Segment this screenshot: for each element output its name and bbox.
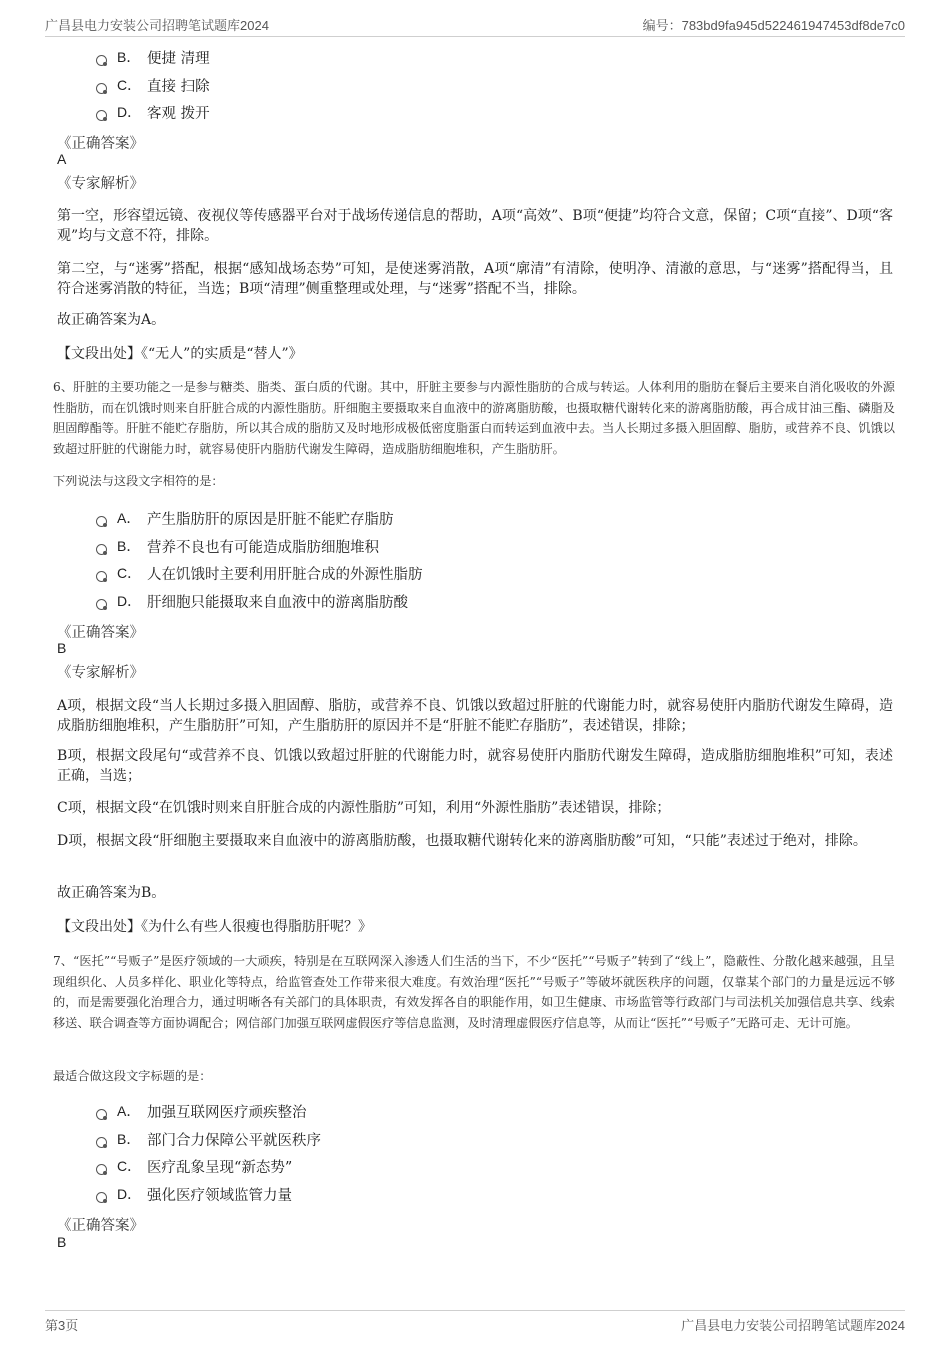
q7-option-d[interactable] [96, 1183, 292, 1205]
option-letter: B． [117, 1131, 141, 1147]
q5-analysis-label: 《专家解析》 [57, 176, 144, 192]
radio-icon[interactable] [96, 544, 107, 555]
q5-answer: A [57, 151, 67, 167]
q5-source: 【文段出处】《“无人”的实质是“替人”》 [57, 346, 303, 362]
radio-icon[interactable] [96, 1109, 107, 1120]
option-letter: A． [117, 1103, 141, 1119]
option-text: 强化医疗领域监管力量 [147, 1187, 292, 1204]
radio-icon[interactable] [96, 571, 107, 582]
option-letter: B． [117, 538, 141, 554]
q6-option-d[interactable] [96, 590, 408, 612]
q6-option-b[interactable] [96, 535, 379, 557]
option-text: 人在饥饿时主要利用肝脏合成的外源性脂肪 [147, 566, 423, 583]
q5-option-b[interactable] [96, 46, 210, 68]
radio-icon[interactable] [96, 599, 107, 610]
radio-icon[interactable] [96, 110, 107, 121]
option-letter: C． [117, 565, 142, 581]
q6-passage: 6、肝脏的主要功能之一是参与糖类、脂类、蛋白质的代谢。其中，肝脏主要参与内源性脂肪的合成与转运。人体利用的脂肪在餐后主要来自消化吸收的外源性脂肪，而在饥饿时则来自肝脏合成的内源性脂肪。肝细胞主要摄取来自血液中的游离脂肪酸，也摄取糖代谢转化来的游离脂肪酸，再合成甘油三酯、磷脂及胆固醇酯等。肝脏不能贮存脂肪，所以其合成的脂肪又及时地形成极低密度脂蛋白而转运到血液中去。当人长期过多摄入胆固醇、脂肪，或营养不良、饥饿以致超过肝脏的代谢能力时，就容易使肝内脂肪代谢发生障碍，造成脂肪细胞堆积，产生脂肪肝。 [53, 380, 895, 456]
page-number: 第3页 [45, 1317, 79, 1333]
q7-answer: B [57, 1234, 67, 1250]
option-text: 加强互联网医疗顽疾整治 [147, 1104, 307, 1121]
q6-stem: 下列说法与这段文字相符的是： [53, 474, 224, 488]
q6-analysis-paragraph: B项，根据文段尾句“或营养不良、饥饿以致超过肝脏的代谢能力时，就容易使肝内脂肪代谢发生障碍，造成脂肪细胞堆积”可知，表述正确，当选； [57, 748, 893, 784]
q6-source: 【文段出处】《为什么有些人很瘦也得脂肪肝呢？》 [57, 919, 372, 935]
footer-title: 广昌县电力安装公司招聘笔试题库2024 [681, 1317, 905, 1333]
q6-option-c[interactable] [96, 562, 423, 584]
q7-option-a[interactable] [96, 1100, 307, 1122]
q5-analysis-conclusion: 故正确答案为A。 [57, 312, 166, 328]
q5-analysis-paragraph: 第一空，形容望远镜、夜视仪等传感器平台对于战场传递信息的帮助，A项“高效”、B项“便捷”均符合文意，保留；C项“直接”、D项“客观”均与文意不符，排除。 [57, 208, 893, 244]
option-text: 产生脂肪肝的原因是肝脏不能贮存脂肪 [147, 511, 394, 528]
page-header [45, 14, 905, 37]
radio-icon[interactable] [96, 55, 107, 66]
q7-option-c[interactable] [96, 1155, 292, 1177]
q6-analysis-paragraph: D项，根据文段“肝细胞主要摄取来自血液中的游离脂肪酸，也摄取糖代谢转化来的游离脂肪酸”可知，“只能”表述过于绝对，排除。 [57, 833, 867, 849]
q5-analysis-paragraph: 第二空，与“迷雾”搭配，根据“感知战场态势”可知，是使迷雾消散，A项“廓清”有清除，使明净、清澈的意思，与“迷雾”搭配得当，且符合迷雾消散的特征，当选；B项“清理”侧重整理或处理，与“迷雾”搭配不当，排除。 [57, 261, 893, 297]
document-id: 编号：783bd9fa945d522461947453df8de7c0 [642, 17, 905, 33]
q7-passage: 7、“医托”“号贩子”是医疗领域的一大顽疾，特别是在互联网深入渗透人们生活的当下，不少“医托”“号贩子”转到了“线上”，隐蔽性、分散化越来越强，且呈现组织化、人员多样化、职业化等特点，给监管查处工作带来很大难度。有效治理“医托”“号贩子”等破坏就医秩序的问题，仅靠某个部门的力量是远远不够的，而是需要强化治理合力，通过明晰各有关部门的具体职责，有效发挥各自的职能作用，如卫生健康、市场监管等行政部门与司法机关加强信息共享、线索移送、联合调查等方面协调配合；网信部门加强互联网虚假医疗等信息监测，及时清理虚假医疗信息等，从而让“医托”“号贩子”无路可走、无计可施。 [53, 954, 895, 1030]
option-letter: D． [117, 593, 142, 609]
radio-icon[interactable] [96, 1137, 107, 1148]
option-text: 肝细胞只能摄取来自血液中的游离脂肪酸 [147, 594, 408, 611]
option-letter: B． [117, 49, 141, 65]
option-letter: D． [117, 104, 142, 120]
q7-answer-label: 《正确答案》 [57, 1218, 144, 1234]
q6-analysis-conclusion: 故正确答案为B。 [57, 885, 166, 901]
q6-analysis-label: 《专家解析》 [57, 665, 144, 681]
option-letter: D． [117, 1186, 142, 1202]
option-letter: A． [117, 510, 141, 526]
radio-icon[interactable] [96, 516, 107, 527]
q7-stem: 最适合做这段文字标题的是： [53, 1069, 212, 1083]
radio-icon[interactable] [96, 83, 107, 94]
option-text: 营养不良也有可能造成脂肪细胞堆积 [147, 539, 379, 556]
option-text: 部门合力保障公平就医秩序 [147, 1132, 321, 1149]
q6-answer-label: 《正确答案》 [57, 625, 144, 641]
option-text: 客观 拨开 [147, 105, 210, 122]
q5-option-c[interactable] [96, 74, 210, 96]
q5-option-d[interactable] [96, 101, 210, 123]
q6-analysis-paragraph: C项，根据文段“在饥饿时则来自肝脏合成的内源性脂肪”可知，利用“外源性脂肪”表述错误，排除； [57, 800, 671, 816]
q6-answer: B [57, 640, 67, 656]
page-footer [45, 1310, 905, 1335]
q6-analysis-paragraph: A项，根据文段“当人长期过多摄入胆固醇、脂肪，或营养不良、饥饿以致超过肝脏的代谢能力时，就容易使肝内脂肪代谢发生障碍，造成脂肪细胞堆积，产生脂肪肝”可知，产生脂肪肝的原因并不是“肝脏不能贮存脂肪”，表述错误，排除； [57, 698, 893, 734]
radio-icon[interactable] [96, 1164, 107, 1175]
q6-option-a[interactable] [96, 507, 394, 529]
q5-answer-label: 《正确答案》 [57, 136, 144, 152]
radio-icon[interactable] [96, 1192, 107, 1203]
option-text: 便捷 清理 [147, 50, 210, 67]
option-text: 医疗乱象呈现“新态势” [147, 1159, 293, 1176]
q7-option-b[interactable] [96, 1128, 321, 1150]
option-letter: C． [117, 1158, 142, 1174]
option-text: 直接 扫除 [147, 78, 210, 95]
option-letter: C． [117, 77, 142, 93]
header-title: 广昌县电力安装公司招聘笔试题库2024 [45, 17, 269, 33]
